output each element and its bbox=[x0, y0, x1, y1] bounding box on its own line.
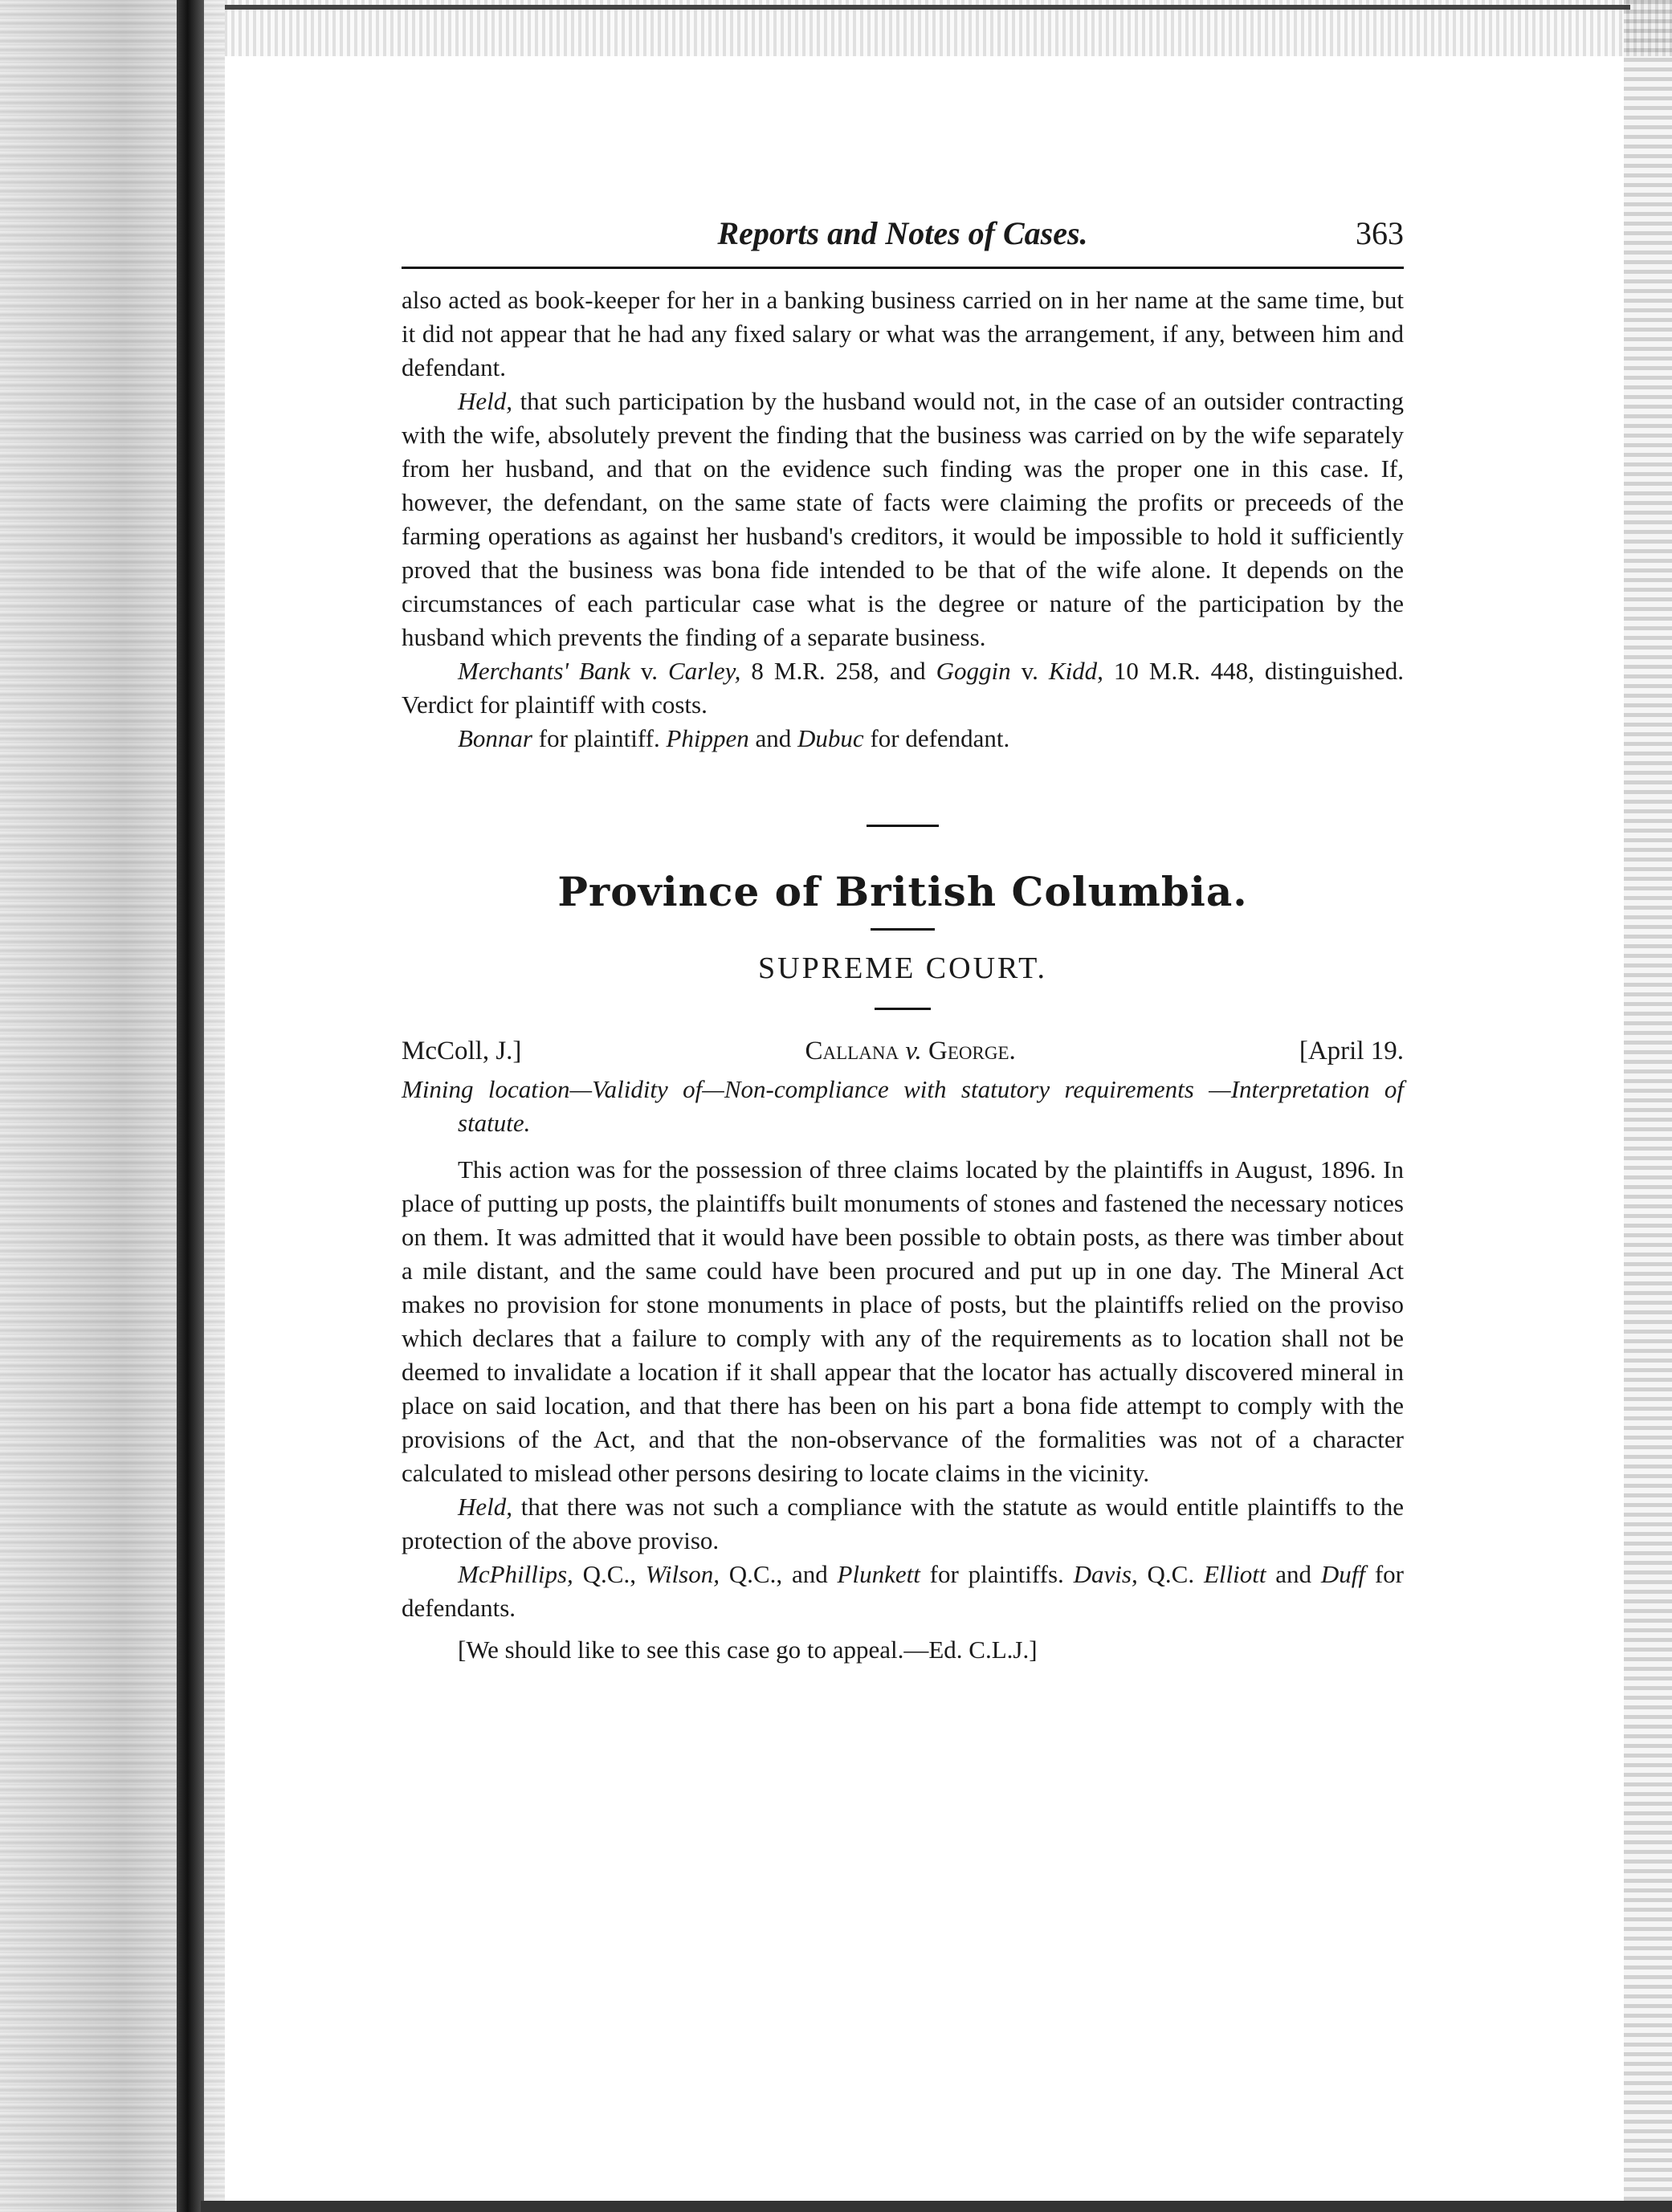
counsel-name: Elliott bbox=[1203, 1560, 1266, 1588]
case-citation: Merchants' Bank bbox=[458, 657, 630, 685]
counsel-text: Q.C. bbox=[1137, 1560, 1204, 1588]
court-title: SUPREME COURT. bbox=[758, 951, 1047, 985]
case-caption bbox=[402, 1034, 1404, 1068]
judge-name: McColl, J.] bbox=[402, 1037, 522, 1065]
page-content bbox=[402, 217, 1404, 1667]
citation-text: 8 M.R. 258, and bbox=[740, 657, 936, 685]
scan-binding-shadow bbox=[177, 0, 204, 2212]
scan-right-edge bbox=[1624, 0, 1672, 2212]
case-paragraph-held bbox=[402, 1490, 1404, 1558]
editor-note: [We should like to see this case go to appeal.—Ed. C.L.J.] bbox=[458, 1636, 1038, 1664]
case-citation: Kidd, bbox=[1048, 657, 1103, 685]
held-text: that there was not such a compliance with the statute as would entitle plaintiffs to the protection of the above proviso. bbox=[402, 1493, 1404, 1554]
prior-case-counsel bbox=[402, 722, 1404, 756]
versus-text: v. bbox=[630, 657, 668, 685]
province-title: Province of British Columbia. bbox=[557, 868, 1248, 915]
counsel-text: for defendant. bbox=[863, 724, 1010, 752]
page-number: 363 bbox=[1356, 215, 1404, 251]
counsel-name: Dubuc bbox=[797, 724, 864, 752]
prior-case-paragraph-1: also acted as book-keeper for her in a banking business carried on in her name at the same time, but it did not appear that he had any fixed salary or what was the arrangement, if any, between him and defendant. bbox=[402, 286, 1404, 381]
case-paragraph-1: This action was for the possession of three claims located by the plaintiffs in August, 1896. In place of putting up posts, the plaintiffs built monuments of stones and fastened the necessary notices on them. It was admitted that it would have been possible to obtain posts, as there was timber about a mile distant, and the same could have been procured and put up in one day. The Mineral Act makes no provision for stone monuments in place of posts, but the plaintiffs relied on the proviso which declares that a failure to comply with any of the requirements as to location shall not be deemed to invalidate a location if it shall appear that the locator has actually discovered mineral in place on said location, and that there has been on his part a bona fide attempt to comply with the provisions of the Act, and that the non-observance of the formalities was not of a character calculated to mislead other persons desiring to locate claims in the vicinity. bbox=[402, 1155, 1404, 1487]
prior-case-citations bbox=[402, 654, 1404, 722]
counsel-text: and bbox=[748, 724, 798, 752]
party-plaintiff: Callana bbox=[805, 1037, 899, 1065]
case-name bbox=[805, 1034, 1016, 1068]
held-label: Held, bbox=[458, 1493, 513, 1521]
counsel-text: for defendants. bbox=[402, 1560, 1404, 1622]
section-divider bbox=[867, 825, 939, 827]
versus-text: v. bbox=[1010, 657, 1049, 685]
counsel-text: for plaintiffs. bbox=[920, 1560, 1074, 1588]
case-headnote: Mining location—Validity of—Non-compliance with statutory requirements —Interpretation of statute. bbox=[402, 1075, 1404, 1137]
counsel-name: Duff bbox=[1320, 1560, 1366, 1588]
prior-case-paragraph-held bbox=[402, 385, 1404, 654]
running-title: Reports and Notes of Cases. bbox=[717, 215, 1088, 251]
counsel-text: for plaintiff. bbox=[532, 724, 667, 752]
scan-bottom-edge bbox=[201, 2201, 1672, 2212]
counsel-text: and bbox=[1266, 1560, 1321, 1588]
counsel-name: Wilson, bbox=[645, 1560, 720, 1588]
counsel-text: Q.C., bbox=[573, 1560, 646, 1588]
scan-top-line bbox=[201, 5, 1630, 10]
page-header bbox=[402, 217, 1404, 269]
case-date: [April 19. bbox=[1299, 1037, 1404, 1065]
counsel-text: Q.C., and bbox=[719, 1560, 838, 1588]
counsel-name: Bonnar bbox=[458, 724, 532, 752]
case-citation: Carley, bbox=[668, 657, 741, 685]
case-counsel bbox=[402, 1558, 1404, 1625]
held-text: that such participation by the husband would not, in the case of an outsider contracting with the wife, absolutely prevent the finding that the business was carried on by the wife separately from her husband, and that on the evidence such finding was the proper one in this case. If, however, the defendant, on the same state of facts were claiming the profits or preceeds of the farming operations as against her husband's creditors, it would be impossible to hold it sufficiently proved that the business was bona fide intended to be that of the wife alone. It depends on the circumstances of each particular case what is the degree or nature of the participation by the husband which prevents the finding of a separate business. bbox=[402, 387, 1404, 651]
title-rule bbox=[871, 928, 935, 931]
party-defendant: George. bbox=[928, 1037, 1016, 1065]
counsel-name: McPhillips, bbox=[458, 1560, 573, 1588]
court-rule bbox=[875, 1008, 931, 1010]
counsel-name: Plunkett bbox=[837, 1560, 920, 1588]
versus-text: v. bbox=[899, 1037, 929, 1065]
held-label: Held, bbox=[458, 387, 513, 415]
counsel-name: Phippen bbox=[666, 724, 749, 752]
counsel-name: Davis, bbox=[1073, 1560, 1138, 1588]
citation-text: 10 M.R. 448, distinguished. Verdict for plaintiff with costs. bbox=[402, 657, 1404, 719]
case-citation: Goggin bbox=[936, 657, 1011, 685]
